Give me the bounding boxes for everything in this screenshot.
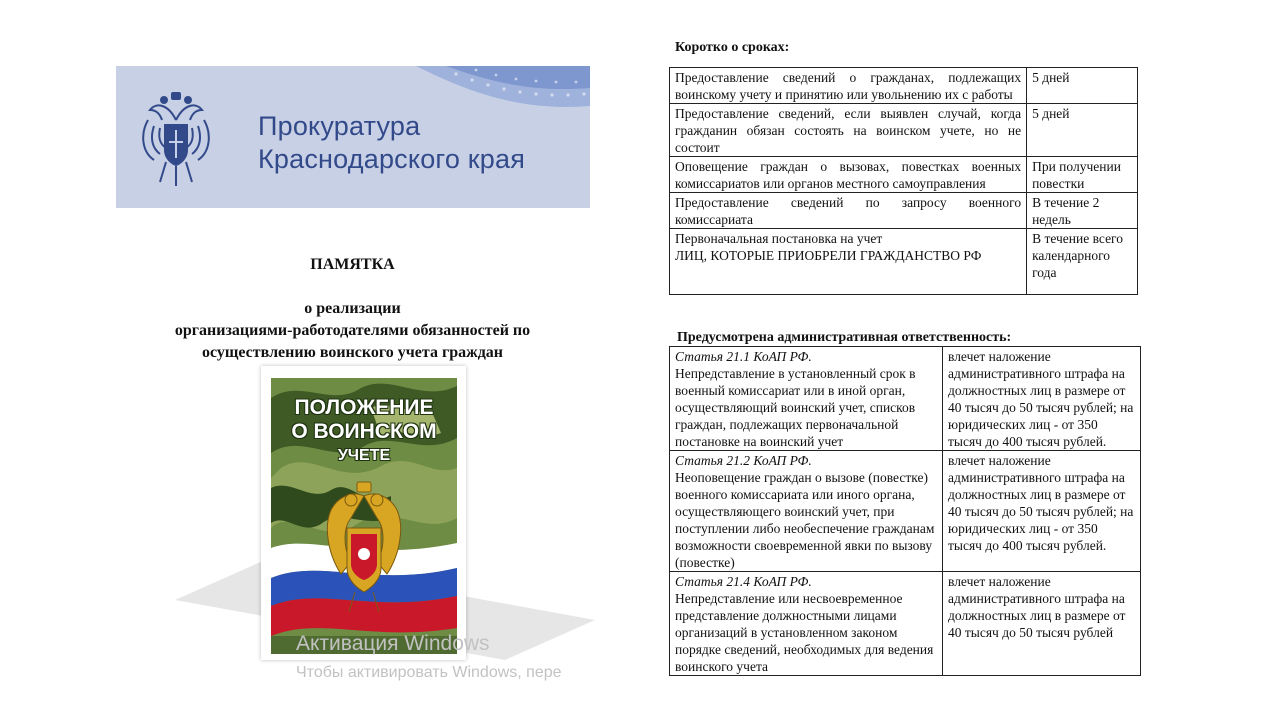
prosecutor-banner [116,66,590,208]
deadline-term: В течение всего календарного года [1027,229,1138,295]
deadlines-heading: Коротко о сроках: [675,40,790,55]
liability-desc-cell [670,347,943,451]
book-title-line3: УЧЕТЕ [337,447,391,464]
table-row [670,451,1141,572]
deadline-desc-cell [670,229,1027,295]
deadline-term: 5 дней [1027,104,1138,157]
table-row [670,68,1138,104]
table-row [670,572,1141,676]
article-ref: Статья 21.1 КоАП РФ. [675,349,812,364]
table-row [670,193,1138,229]
liability-heading: Предусмотрена административная ответственность: [677,330,1012,345]
camouflage-flag-eagle-cover-icon [271,378,457,654]
article-ref: Статья 21.2 КоАП РФ. [675,453,812,468]
prosecutor-org-name [258,110,525,176]
windows-activation-hint: Чтобы активировать Windows, пере [296,664,562,681]
memo-title: ПАМЯТКА [310,256,395,273]
windows-activation-watermark: Активация Windows [296,632,490,655]
memo-subtitle-line1: о реализации [304,300,401,317]
deadline-term: В течение 2 недель [1027,193,1138,229]
liability-penalty: влечет наложение административного штрафа на должностных лиц в размере от 40 тысяч до 50 тысяч рублей [943,572,1141,676]
liability-desc: Непредставление в установленный срок в военный комиссариат или в иной орган, осуществляющий воинский учет, списков граждан, подлежащих первоначальной постановке на воинский учет [675,366,916,449]
liability-desc: Неоповещение граждан о вызове (повестке) военного комиссариата или иного органа, осуществляющего воинский учет, при поступлении либо необеспечение гражданам возможности своевременной явки по вызову (повестке) [675,470,935,570]
deadline-desc: Оповещение граждан о вызовах, повестках военных комиссариатов или органов местного самоуправления [670,157,1027,193]
org-name-line1: Прокуратура [258,111,421,141]
table-row [670,347,1141,451]
table-row [670,229,1138,295]
table-row [670,157,1138,193]
org-name-line2: Краснодарского края [258,144,526,174]
liability-desc-cell [670,572,943,676]
deadline-desc: Предоставление сведений, если выявлен случай, когда гражданин обязан состоять на воинском учете, но не состоит [670,104,1027,157]
deadline-term: 5 дней [1027,68,1138,104]
memo-subtitle [130,298,575,364]
liability-penalty: влечет наложение административного штрафа на должностных лиц в размере от 40 тысяч до 50 тысяч рублей; на юридических лиц - от 350 тысяч до 400 тысяч рублей. [943,347,1141,451]
liability-desc: Непредставление или несвоевременное представление должностными лицами организаций в установленном законом порядке сведений, необходимых для ведения воинского учета [675,591,934,674]
double-headed-eagle-emblem-icon [138,90,214,188]
book-title [271,396,457,468]
table-row [670,104,1138,157]
deadline-desc: Предоставление сведений о гражданах, подлежащих воинскому учету и принятию или увольнению их с работы [670,68,1027,104]
book-cover-image [261,366,466,660]
memo-subtitle-line2: организациями-работодателями обязанностей по [174,322,531,339]
book-title-line1: ПОЛОЖЕНИЕ [294,396,434,419]
book-title-line2: О ВОИНСКОМ [291,420,437,443]
deadline-desc: Предоставление сведений по запросу военного комиссариата [670,193,1027,229]
deadline-desc: Первоначальная постановка на учет [675,231,883,246]
deadlines-table [669,67,1138,295]
liability-table [669,346,1141,676]
memo-subtitle-line3: осуществлению воинского учета граждан [201,344,504,361]
liability-desc-cell [670,451,943,572]
liability-penalty: влечет наложение административного штрафа на должностных лиц в размере от 40 тысяч до 50 тысяч рублей; на юридических лиц - от 350 тысяч до 400 тысяч рублей. [943,451,1141,572]
deadline-desc-citizenship: ЛИЦ, КОТОРЫЕ ПРИОБРЕЛИ ГРАЖДАНСТВО РФ [675,248,982,263]
article-ref: Статья 21.4 КоАП РФ. [675,574,812,589]
deadline-term: При получении повестки [1027,157,1138,193]
